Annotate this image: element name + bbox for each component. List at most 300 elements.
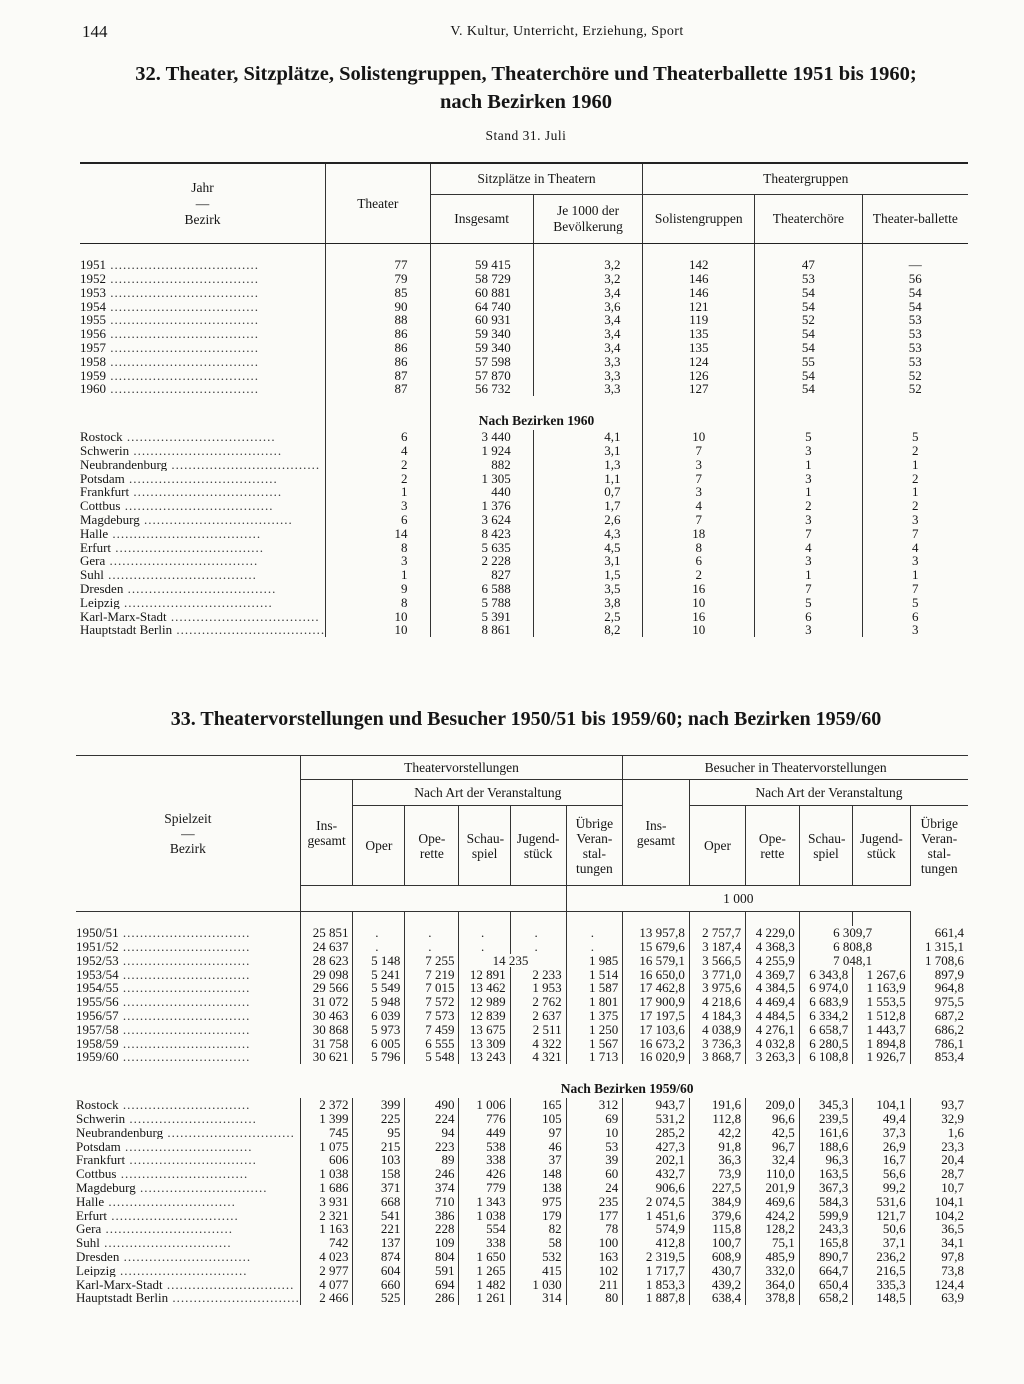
cell-besucher: 6 658,7 xyxy=(799,1023,853,1037)
cell-vorstellungen: 538 xyxy=(459,1139,510,1153)
cell-choere: 2 xyxy=(755,499,862,513)
cell-besucher: 28,7 xyxy=(910,1167,968,1181)
row-label-text: Halle xyxy=(76,1194,105,1209)
cell-vorstellungen: 874 xyxy=(353,1250,405,1264)
header-v-jugendstueck xyxy=(510,806,566,886)
header-theater: Theater xyxy=(326,163,430,244)
leader-dots: .............................. xyxy=(118,1008,251,1023)
cell-vorstellungen: 7 255 xyxy=(405,954,459,968)
cell-vorstellungen: 12 891 xyxy=(459,967,510,981)
cell-vorstellungen: 89 xyxy=(405,1153,459,1167)
cell-ballette: 54 xyxy=(862,299,968,313)
table-row xyxy=(76,1236,968,1250)
table-row xyxy=(76,981,968,995)
cell-vorstellungen: 1 801 xyxy=(566,995,623,1009)
cell-vorstellungen: 165 xyxy=(510,1098,566,1112)
cell-besucher: 1 894,8 xyxy=(853,1036,910,1050)
cell-choere: 54 xyxy=(755,382,862,396)
row-label-text: 1955 xyxy=(80,313,106,327)
cell-besucher: 485,9 xyxy=(746,1250,800,1264)
header-vorst-insgesamt xyxy=(300,780,353,886)
cell-vorstellungen: 5 241 xyxy=(353,967,405,981)
cell-vorstellungen: 779 xyxy=(459,1181,510,1195)
leader-dots: ................................... xyxy=(111,540,265,555)
cell-vorstellungen: 1 265 xyxy=(459,1264,510,1278)
row-label xyxy=(80,513,326,527)
cell-besucher: 20,4 xyxy=(910,1153,968,1167)
cell-vorstellungen: . xyxy=(510,940,566,954)
cell-besucher: 202,1 xyxy=(623,1153,690,1167)
cell-besucher: 96,3 xyxy=(799,1153,853,1167)
cell-vorstellungen: 449 xyxy=(459,1126,510,1140)
cell-theater: 85 xyxy=(326,286,430,300)
cell-besucher: 161,6 xyxy=(799,1126,853,1140)
cell-theater: 86 xyxy=(326,327,430,341)
header-jahr-bezirk xyxy=(80,163,326,244)
cell-besucher: 37,1 xyxy=(853,1236,910,1250)
cell-vorstellungen: 221 xyxy=(353,1222,405,1236)
leader-dots: ................................... xyxy=(106,313,259,327)
cell-je1000: 3,2 xyxy=(533,258,643,272)
table-row xyxy=(76,954,968,968)
cell-je1000: 3,4 xyxy=(533,341,643,355)
cell-solist: 6 xyxy=(643,554,755,568)
cell-vorstellungen: 228 xyxy=(405,1222,459,1236)
cell-vorstellungen: 5 148 xyxy=(353,954,405,968)
cell-vorstellungen: 82 xyxy=(510,1222,566,1236)
table-row xyxy=(80,527,968,541)
cell-vorstellungen: 338 xyxy=(459,1236,510,1250)
cell-besucher: 110,0 xyxy=(746,1167,800,1181)
cell-ballette: 53 xyxy=(862,341,968,355)
row-label-text: 1952 xyxy=(80,271,106,286)
cell-vorstellungen: 103 xyxy=(353,1153,405,1167)
leader-dots: .............................. xyxy=(120,1139,253,1154)
cell-solist: 7 xyxy=(643,444,755,458)
cell-besucher: 427,3 xyxy=(623,1139,690,1153)
cell-solist: 142 xyxy=(643,258,755,272)
row-label-text: 1957 xyxy=(80,340,106,355)
row-label xyxy=(80,485,326,499)
cell-choere: 54 xyxy=(755,341,862,355)
cell-vorstellungen: 12 989 xyxy=(459,995,510,1009)
cell-besucher: 1 451,6 xyxy=(623,1208,690,1222)
row-label-text: 1955/56 xyxy=(76,994,119,1009)
cell-theater: 2 xyxy=(326,471,430,485)
leader-dots: ................................... xyxy=(123,581,277,596)
cell-sitz: 5 635 xyxy=(430,540,533,554)
row-label-text: Karl-Marx-Stadt xyxy=(80,609,167,624)
cell-solist: 146 xyxy=(643,272,755,286)
leader-dots: ................................... xyxy=(129,443,283,458)
spacer-cell xyxy=(353,912,405,927)
cell-besucher: 227,5 xyxy=(689,1181,745,1195)
cell-besucher: 37,3 xyxy=(853,1126,910,1140)
cell-choere: 4 xyxy=(755,540,862,554)
cell-besucher: 16 020,9 xyxy=(623,1050,690,1064)
cell-besucher: 424,2 xyxy=(746,1208,800,1222)
cell-ballette: 2 xyxy=(862,471,968,485)
cell-vorstellungen: 1 006 xyxy=(459,1098,510,1112)
header-besucher: Besucher in Theatervorstellungen xyxy=(623,756,968,780)
table-row xyxy=(80,623,968,637)
header-sitzplaetze: Sitzplätze in Theatern xyxy=(430,163,643,195)
cell-besucher: 3 975,6 xyxy=(689,981,745,995)
cell-vorstellungen: 24 xyxy=(566,1181,623,1195)
cell-besucher: 1,6 xyxy=(910,1126,968,1140)
row-label xyxy=(76,967,300,981)
leader-dots: .............................. xyxy=(118,1036,251,1051)
header-v-oper: Oper xyxy=(353,806,405,886)
cell-vorstellungen: 30 868 xyxy=(300,1023,353,1037)
row-label-text: 1953/54 xyxy=(76,967,119,982)
cell-theater: 3 xyxy=(326,499,430,513)
table-row xyxy=(76,1195,968,1209)
cell-vorstellungen: 46 xyxy=(510,1139,566,1153)
cell-vorstellungen: 415 xyxy=(510,1264,566,1278)
leader-dots: .............................. xyxy=(163,1125,295,1140)
cell-solist: 18 xyxy=(643,527,755,541)
section-cell xyxy=(326,396,430,430)
cell-je1000: 3,3 xyxy=(533,355,643,369)
spacer-cell xyxy=(853,912,910,927)
cell-vorstellungen: 554 xyxy=(459,1222,510,1236)
row-label xyxy=(76,1181,300,1195)
cell-vorstellungen: 490 xyxy=(405,1098,459,1112)
cell-vorstellungen: 12 839 xyxy=(459,1009,510,1023)
cell-besucher: 6 108,8 xyxy=(799,1050,853,1064)
leader-dots: ................................... xyxy=(106,285,259,300)
row-label-text: Dresden xyxy=(76,1249,120,1264)
cell-sitz: 6 588 xyxy=(430,582,533,596)
cell-je1000: 3,5 xyxy=(533,582,643,596)
leader-dots: .............................. xyxy=(125,1153,257,1167)
cell-besucher: 4 369,7 xyxy=(746,967,800,981)
cell-besucher: 4 218,6 xyxy=(689,995,745,1009)
leader-dots: .............................. xyxy=(118,1097,251,1112)
cell-vorstellungen: 7 459 xyxy=(405,1023,459,1037)
header-unit: 1 000 xyxy=(566,886,910,912)
cell-vorstellungen: 2 762 xyxy=(510,995,566,1009)
table-row xyxy=(80,540,968,554)
cell-vorstellungen: 30 621 xyxy=(300,1050,353,1064)
table-row xyxy=(76,1222,968,1236)
table33 xyxy=(76,755,968,1305)
table33-title: 33. Theatervorstellungen und Besucher 1950/51 bis 1959/60; nach Bezirken 1959/60 xyxy=(170,708,882,730)
cell-vorstellungen: 745 xyxy=(300,1126,353,1140)
cell-besucher: 17 197,5 xyxy=(623,1009,690,1023)
cell-vorstellungen: 6 555 xyxy=(405,1036,459,1050)
cell-vorstellungen: 13 675 xyxy=(459,1023,510,1037)
cell-vorstellungen: 37 xyxy=(510,1153,566,1167)
cell-besucher: 364,0 xyxy=(746,1277,800,1291)
cell-besucher: 10,7 xyxy=(910,1181,968,1195)
cell-ballette: 53 xyxy=(862,313,968,327)
leader-dots: ................................... xyxy=(103,567,257,582)
cell-vorstellungen: 2 637 xyxy=(510,1009,566,1023)
table-row xyxy=(76,1112,968,1126)
header-theatergruppen: Theatergruppen xyxy=(643,163,968,195)
row-label xyxy=(76,1139,300,1153)
table32-title-line1: 32. Theater, Sitzplätze, Solistengruppen, Theaterchöre und Theaterballette 1951 bis 1960; xyxy=(135,63,917,85)
table-row xyxy=(80,313,968,327)
table-row xyxy=(80,609,968,623)
cell-vorstellungen: 78 xyxy=(566,1222,623,1236)
cell-besucher: 599,9 xyxy=(799,1208,853,1222)
cell-besucher: 345,3 xyxy=(799,1098,853,1112)
cell-besucher: 4 384,5 xyxy=(746,981,800,995)
row-label xyxy=(76,1009,300,1023)
cell-vorstellungen: 386 xyxy=(405,1208,459,1222)
cell-besucher: 367,3 xyxy=(799,1181,853,1195)
cell-vorstellungen: 58 xyxy=(510,1236,566,1250)
cell-vorstellungen: 30 463 xyxy=(300,1009,353,1023)
leader-dots: .............................. xyxy=(104,1194,236,1209)
table-row xyxy=(80,430,968,444)
row-label xyxy=(80,623,326,637)
row-label xyxy=(80,609,326,623)
cell-vorstellungen: . xyxy=(459,926,510,940)
cell-choere: 54 xyxy=(755,299,862,313)
row-label-text: Potsdam xyxy=(76,1139,121,1154)
cell-sitz: 8 861 xyxy=(430,623,533,637)
row-label xyxy=(80,430,326,444)
header-vorst-nach-art: Nach Art der Veranstaltung xyxy=(353,780,623,806)
spacer-cell xyxy=(459,912,510,927)
cell-vorstellungen: 1 650 xyxy=(459,1250,510,1264)
cell-vorstellungen: 13 309 xyxy=(459,1036,510,1050)
row-label-text: Halle xyxy=(80,526,109,541)
cell-besucher: 16 650,0 xyxy=(623,967,690,981)
cell-besucher: 23,3 xyxy=(910,1139,968,1153)
leader-dots: ................................... xyxy=(106,382,259,396)
page-number: 144 xyxy=(82,22,108,41)
cell-je1000: 3,4 xyxy=(533,286,643,300)
row-label xyxy=(76,954,300,968)
cell-besucher: 4 276,1 xyxy=(746,1023,800,1037)
cell-besucher: 658,2 xyxy=(799,1291,853,1305)
cell-solist: 146 xyxy=(643,286,755,300)
leader-dots: ................................... xyxy=(105,554,259,568)
leader-dots: .............................. xyxy=(118,981,251,995)
cell-sitz: 57 870 xyxy=(430,368,533,382)
cell-besucher: 4 184,3 xyxy=(689,1009,745,1023)
cell-choere: 54 xyxy=(755,327,862,341)
cell-besucher: 163,5 xyxy=(799,1167,853,1181)
cell-vorstellungen: . xyxy=(566,926,623,940)
header-bezirk-33: Bezirk xyxy=(169,841,206,856)
cell-solist: 7 xyxy=(643,471,755,485)
row-label xyxy=(80,499,326,513)
cell-besucher: 897,9 xyxy=(910,967,968,981)
cell-je1000: 3,1 xyxy=(533,554,643,568)
cell-solist: 4 xyxy=(643,499,755,513)
cell-besucher: 191,6 xyxy=(689,1098,745,1112)
cell-choere: 3 xyxy=(755,471,862,485)
cell-besucher: 56,6 xyxy=(853,1167,910,1181)
cell-besucher: 853,4 xyxy=(910,1050,968,1064)
spacer-cell xyxy=(76,912,300,927)
table-row xyxy=(80,596,968,610)
table-row xyxy=(76,1050,968,1064)
cell-je1000: 0,7 xyxy=(533,485,643,499)
table-row xyxy=(80,327,968,341)
cell-vorstellungen: 1 343 xyxy=(459,1195,510,1209)
cell-besucher: 3 187,4 xyxy=(689,940,745,954)
cell-vorstellungen: 1 514 xyxy=(566,967,623,981)
row-label-text: Hauptstadt Berlin xyxy=(80,623,173,637)
cell-besucher: 63,9 xyxy=(910,1291,968,1305)
cell-choere: 6 xyxy=(755,609,862,623)
table32-title xyxy=(80,60,972,116)
row-label-text: Neubrandenburg xyxy=(80,457,168,472)
row-label-text: Neubrandenburg xyxy=(76,1125,164,1140)
row-label-text: 1953 xyxy=(80,285,106,300)
spacer-cell xyxy=(510,912,566,927)
cell-ballette: 1 xyxy=(862,458,968,472)
leader-dots: .............................. xyxy=(118,926,251,940)
row-label-text: Schwerin xyxy=(80,443,130,458)
cell-vorstellungen: 1 482 xyxy=(459,1277,510,1291)
table-row xyxy=(80,355,968,369)
cell-vorstellungen: 591 xyxy=(405,1264,459,1278)
row-label-text: 1957/58 xyxy=(76,1022,119,1037)
leader-dots: .............................. xyxy=(118,994,251,1009)
table-row xyxy=(80,272,968,286)
cell-besucher: 42,5 xyxy=(746,1126,800,1140)
cell-besucher: 469,6 xyxy=(746,1195,800,1209)
spacer-cell xyxy=(300,912,353,927)
cell-besucher: 165,8 xyxy=(799,1236,853,1250)
cell-vorstellungen: 1 038 xyxy=(300,1167,353,1181)
row-label xyxy=(80,527,326,541)
section-row xyxy=(76,1064,968,1098)
row-label-text: Frankfurt xyxy=(76,1153,126,1167)
cell-theater: 6 xyxy=(326,430,430,444)
cell-choere: 5 xyxy=(755,596,862,610)
cell-besucher: 687,2 xyxy=(910,1009,968,1023)
cell-solist: 8 xyxy=(643,540,755,554)
table-row xyxy=(80,299,968,313)
table-row xyxy=(80,286,968,300)
row-label-text: 1956/57 xyxy=(76,1008,119,1023)
cell-besucher: 4 038,9 xyxy=(689,1023,745,1037)
row-label xyxy=(76,1050,300,1064)
header-theatervorstellungen: Theatervorstellungen xyxy=(300,756,622,780)
row-label xyxy=(76,1153,300,1167)
header-b-jugendstueck xyxy=(853,806,910,886)
leader-dots: ................................... xyxy=(106,271,259,286)
cell-ballette: 53 xyxy=(862,355,968,369)
cell-vorstellungen: 105 xyxy=(510,1112,566,1126)
header-v-uebrige xyxy=(566,806,623,886)
cell-besucher: 378,8 xyxy=(746,1291,800,1305)
cell-choere: 3 xyxy=(755,554,862,568)
cell-vorstellungen: . xyxy=(353,940,405,954)
cell-besucher-merged: 6 808,8 xyxy=(799,940,910,954)
cell-sitz: 5 391 xyxy=(430,609,533,623)
spacer-cell xyxy=(623,912,690,927)
row-label xyxy=(80,582,326,596)
cell-vorstellungen: 710 xyxy=(405,1195,459,1209)
cell-vorstellungen: 137 xyxy=(353,1236,405,1250)
header-v-schauspiel-text: Schau-spiel xyxy=(466,830,505,861)
row-label-text: Magdeburg xyxy=(80,512,140,527)
row-label-text: Rostock xyxy=(80,429,123,444)
cell-besucher: 439,2 xyxy=(689,1277,745,1291)
row-label-text: Rostock xyxy=(76,1097,119,1112)
cell-choere: 5 xyxy=(755,430,862,444)
table-row xyxy=(76,1277,968,1291)
leader-dots: ................................... xyxy=(167,457,321,472)
cell-besucher: 6 334,2 xyxy=(799,1009,853,1023)
cell-theater: 90 xyxy=(326,299,430,313)
row-label-text: 1960 xyxy=(80,382,106,396)
table32-stand: Stand 31. Juli xyxy=(485,128,567,143)
row-label-text: Erfurt xyxy=(76,1208,108,1223)
cell-besucher: 432,7 xyxy=(623,1167,690,1181)
leader-dots: .............................. xyxy=(118,1050,251,1064)
table-row xyxy=(80,513,968,527)
cell-vorstellungen: 5 973 xyxy=(353,1023,405,1037)
section-cell xyxy=(643,396,755,430)
cell-choere: 7 xyxy=(755,582,862,596)
cell-besucher: 3 868,7 xyxy=(689,1050,745,1064)
cell-je1000: 3,8 xyxy=(533,596,643,610)
cell-solist: 127 xyxy=(643,382,755,396)
cell-besucher: 96,7 xyxy=(746,1139,800,1153)
table-row xyxy=(76,1291,968,1305)
row-label xyxy=(76,1112,300,1126)
cell-vorstellungen: 541 xyxy=(353,1208,405,1222)
spacer-cell xyxy=(643,244,755,259)
cell-vorstellungen: 1 567 xyxy=(566,1036,623,1050)
cell-vorstellungen: 975 xyxy=(510,1195,566,1209)
spacer-cell xyxy=(910,912,968,927)
cell-je1000: 1,5 xyxy=(533,568,643,582)
cell-theater: 9 xyxy=(326,582,430,596)
section-cell xyxy=(862,396,968,430)
cell-besucher: 6 974,0 xyxy=(799,981,853,995)
cell-besucher: 49,4 xyxy=(853,1112,910,1126)
row-label-text: Hauptstadt Berlin xyxy=(76,1291,169,1305)
cell-besucher: 32,4 xyxy=(746,1153,800,1167)
cell-besucher: 430,7 xyxy=(689,1264,745,1278)
table-row xyxy=(80,341,968,355)
cell-besucher: 201,9 xyxy=(746,1181,800,1195)
spacer-cell xyxy=(755,244,862,259)
cell-vorstellungen: 7 572 xyxy=(405,995,459,1009)
cell-choere: 52 xyxy=(755,313,862,327)
header-v-schauspiel xyxy=(459,806,510,886)
row-label xyxy=(80,540,326,554)
header-v-operette xyxy=(405,806,459,886)
cell-vorstellungen: 1 261 xyxy=(459,1291,510,1305)
cell-vorstellungen: 2 233 xyxy=(510,967,566,981)
table-row xyxy=(80,458,968,472)
cell-ballette: 3 xyxy=(862,513,968,527)
cell-solist: 7 xyxy=(643,513,755,527)
leader-dots: .............................. xyxy=(135,1180,268,1195)
row-label xyxy=(80,327,326,341)
cell-ballette: 7 xyxy=(862,582,968,596)
cell-vorstellungen: 10 xyxy=(566,1126,623,1140)
cell-ballette: 1 xyxy=(862,568,968,582)
cell-vorstellungen: 24 637 xyxy=(300,940,353,954)
cell-vorstellungen: 31 072 xyxy=(300,995,353,1009)
table-row xyxy=(76,1098,968,1112)
row-label xyxy=(80,444,326,458)
